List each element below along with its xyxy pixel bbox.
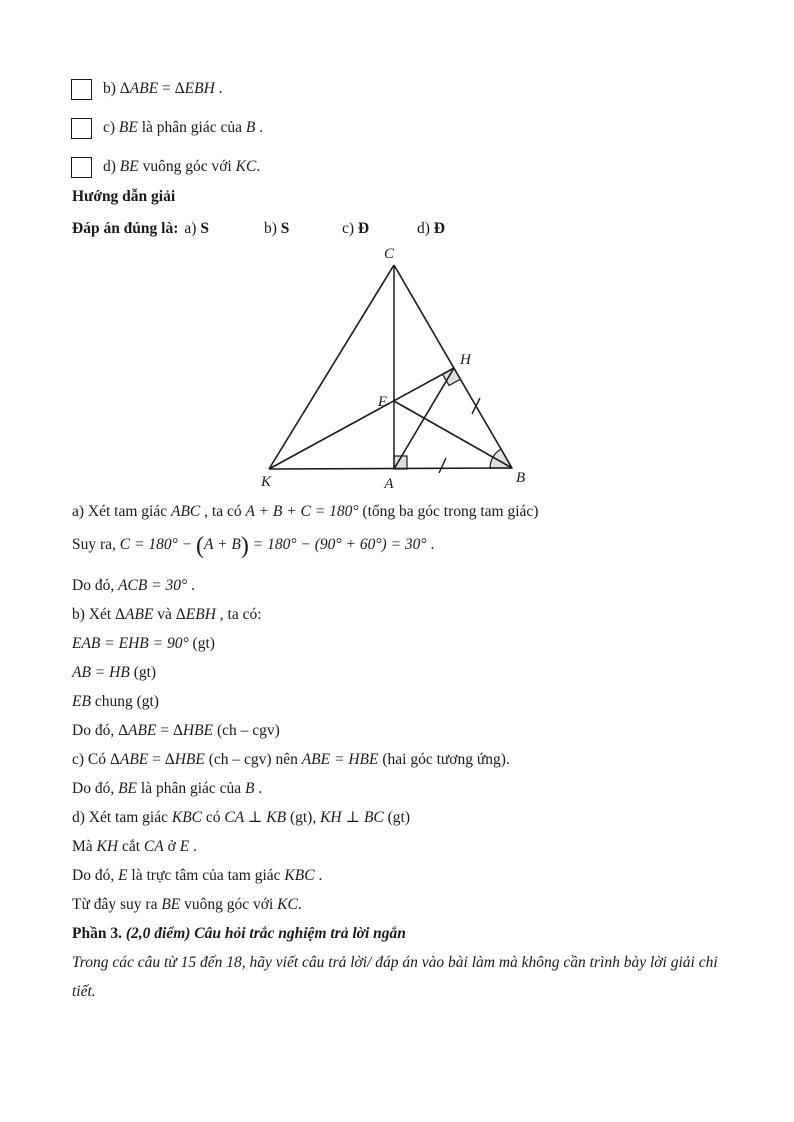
text-run: KBC [171, 809, 203, 826]
answer-value: S [280, 220, 290, 237]
text-run: C = 180° − [119, 536, 197, 553]
answer-items [178, 220, 445, 237]
text-run: ABE [119, 751, 149, 768]
segment-kc [269, 265, 394, 469]
text-run: . [255, 119, 264, 136]
answer-line [72, 220, 632, 242]
text-run: Do đó, [72, 867, 119, 884]
text-run: và Δ [153, 606, 186, 623]
text-run: CA [143, 838, 164, 855]
text-run: E [118, 867, 128, 884]
text-run: EBH [185, 606, 216, 623]
text-run: EAB = EHB = 90° [72, 635, 189, 652]
text-run: CA ⊥ KB [224, 809, 287, 826]
text-run: ABE = HBE [301, 751, 379, 768]
tick-mark-ab [439, 458, 446, 473]
answer-item [264, 220, 289, 238]
text-run: A + B + C = 180° [245, 503, 359, 520]
solution-line [72, 977, 772, 1006]
answer-key: d) [417, 220, 434, 237]
text-run: = Δ [148, 751, 175, 768]
text-run: EBH [184, 80, 215, 97]
statement-text [103, 158, 260, 176]
text-run: ) [240, 533, 249, 559]
text-run: ABE [128, 722, 157, 739]
vertex-label-b: B [516, 470, 526, 486]
text-run: BE [118, 119, 138, 136]
text-run: HBE [182, 722, 214, 739]
text-run: tiết. [72, 983, 96, 1000]
text-run: cắt [118, 838, 144, 855]
text-run: . [314, 867, 323, 884]
text-run: ABE [129, 80, 159, 97]
text-run: AB = HB [72, 664, 130, 681]
statement-row [71, 78, 263, 100]
text-run: Do đó, [72, 577, 119, 594]
text-run: b) [103, 80, 120, 97]
text-run: Từ đây suy ra [72, 896, 162, 913]
solution-lines [72, 497, 772, 1006]
solution-line [72, 832, 772, 861]
text-run: . [187, 577, 196, 594]
text-run: (gt) [188, 635, 215, 652]
solution-line [72, 716, 772, 745]
text-run: ACB = 30° [118, 577, 188, 594]
vertex-label-a: A [384, 476, 394, 492]
statement-row [71, 156, 263, 178]
text-run: là phân giác của [137, 780, 246, 797]
solution-heading: Hướng dẫn giải [72, 188, 176, 205]
answer-label: Đáp án đúng là: [72, 220, 179, 237]
text-run: (hai góc tương ứng). [378, 751, 510, 768]
triangle-diagram [250, 240, 550, 500]
text-run: KC [235, 158, 257, 175]
text-run: là trực tâm của tam giác [127, 867, 285, 884]
answer-value: S [200, 220, 209, 237]
solution-line [72, 948, 772, 977]
angle-mark-b [490, 449, 512, 468]
statement-checkbox[interactable] [71, 118, 92, 139]
text-run: (gt) [129, 664, 157, 681]
solution-line [72, 803, 772, 832]
solution-line [72, 774, 772, 803]
text-run: Do đó, Δ [72, 722, 129, 739]
text-run: B [245, 119, 256, 136]
text-run: a) Xét tam giác [72, 503, 171, 520]
text-run: ở [163, 838, 180, 855]
text-run: (tổng ba góc trong tam giác) [358, 503, 539, 520]
solution-line [72, 890, 772, 919]
text-run: (2,0 điểm) Câu hỏi trắc nghiệm trả lời ngắn [125, 925, 406, 942]
text-run: Mà [72, 838, 97, 855]
text-run: . [297, 896, 302, 913]
solution-line [72, 497, 772, 526]
geometry-figure [250, 240, 550, 500]
solution-line [72, 629, 772, 658]
text-run: (ch – cgv) nên [204, 751, 302, 768]
text-run: A + B [204, 536, 241, 553]
text-run: . [214, 80, 223, 97]
text-run: E [179, 838, 190, 855]
solution-line [72, 687, 772, 716]
answer-item [417, 220, 445, 238]
statement-text [103, 80, 223, 98]
text-run: là phân giác của [137, 119, 246, 136]
text-run: ( [196, 533, 205, 559]
text-run: , ta có [200, 503, 246, 520]
answer-value: Đ [433, 220, 445, 237]
text-run: c) [103, 119, 119, 136]
text-run: d) Xét tam giác [72, 809, 172, 826]
text-run: . [254, 780, 263, 797]
text-run: KC [277, 896, 298, 913]
text-run: . [426, 536, 435, 553]
answer-item [342, 220, 369, 238]
text-run: vuông góc với [138, 158, 236, 175]
text-run: = Δ [158, 80, 185, 97]
vertex-label-e: E [377, 394, 387, 410]
vertex-label-k: K [260, 474, 272, 490]
answer-key: a) [184, 220, 201, 237]
text-run: Trong các câu từ 15 đến 18, hãy viết câu trả lời/ đáp án vào bài làm mà không cần trình bày lời giải chi [72, 954, 718, 971]
vertex-label-h: H [460, 352, 471, 368]
text-run: chung (gt) [90, 693, 159, 710]
segment-eb [394, 401, 512, 468]
answer-value: Đ [357, 220, 370, 237]
text-run: (ch – cgv) [213, 722, 280, 739]
statement-text [103, 119, 263, 137]
text-run: KBC [284, 867, 315, 884]
solution-line [72, 745, 772, 774]
text-run: ABE [125, 606, 154, 623]
text-run: = 180° − (90° + 60°) = 30° [248, 536, 427, 553]
statements [71, 78, 263, 195]
answer-item [184, 220, 209, 237]
text-run: KH ⊥ BC [320, 809, 384, 826]
text-run: KH [96, 838, 119, 855]
text-run: BE [119, 158, 139, 175]
statement-row [71, 117, 263, 139]
text-run: HBE [174, 751, 205, 768]
statement-checkbox[interactable] [71, 157, 92, 178]
text-run: . [189, 838, 197, 855]
text-run: , ta có: [215, 606, 262, 623]
text-run: b) Xét Δ [72, 606, 126, 623]
text-run: ABC [170, 503, 201, 520]
text-run: (gt), [286, 809, 321, 826]
text-run: Phần 3. [72, 925, 126, 942]
text-run: có [202, 809, 225, 826]
text-run: = Δ [156, 722, 183, 739]
solution-line [72, 919, 772, 948]
text-run: Δ [119, 80, 130, 97]
answer-key: b) [264, 220, 281, 237]
vertex-label-c: C [383, 246, 395, 262]
solution-line [72, 861, 772, 890]
solution-line [72, 571, 772, 600]
text-run: BE [118, 780, 138, 797]
statement-checkbox[interactable] [71, 79, 92, 100]
solution-line [72, 526, 772, 571]
text-run: c) Có Δ [72, 751, 120, 768]
text-run: vuông góc với [180, 896, 278, 913]
answer-key: c) [342, 220, 358, 237]
segment-kb [269, 468, 512, 469]
text-run: Do đó, [72, 780, 119, 797]
text-run: BE [161, 896, 181, 913]
text-run: (gt) [383, 809, 411, 826]
solution-line [72, 600, 772, 629]
text-run: B [245, 780, 255, 797]
text-run: . [256, 158, 261, 175]
segment-cb [394, 265, 512, 468]
text-run: d) [103, 158, 120, 175]
text-run: Suy ra, [72, 536, 120, 553]
text-run: EB [72, 693, 91, 710]
solution-line [72, 658, 772, 687]
